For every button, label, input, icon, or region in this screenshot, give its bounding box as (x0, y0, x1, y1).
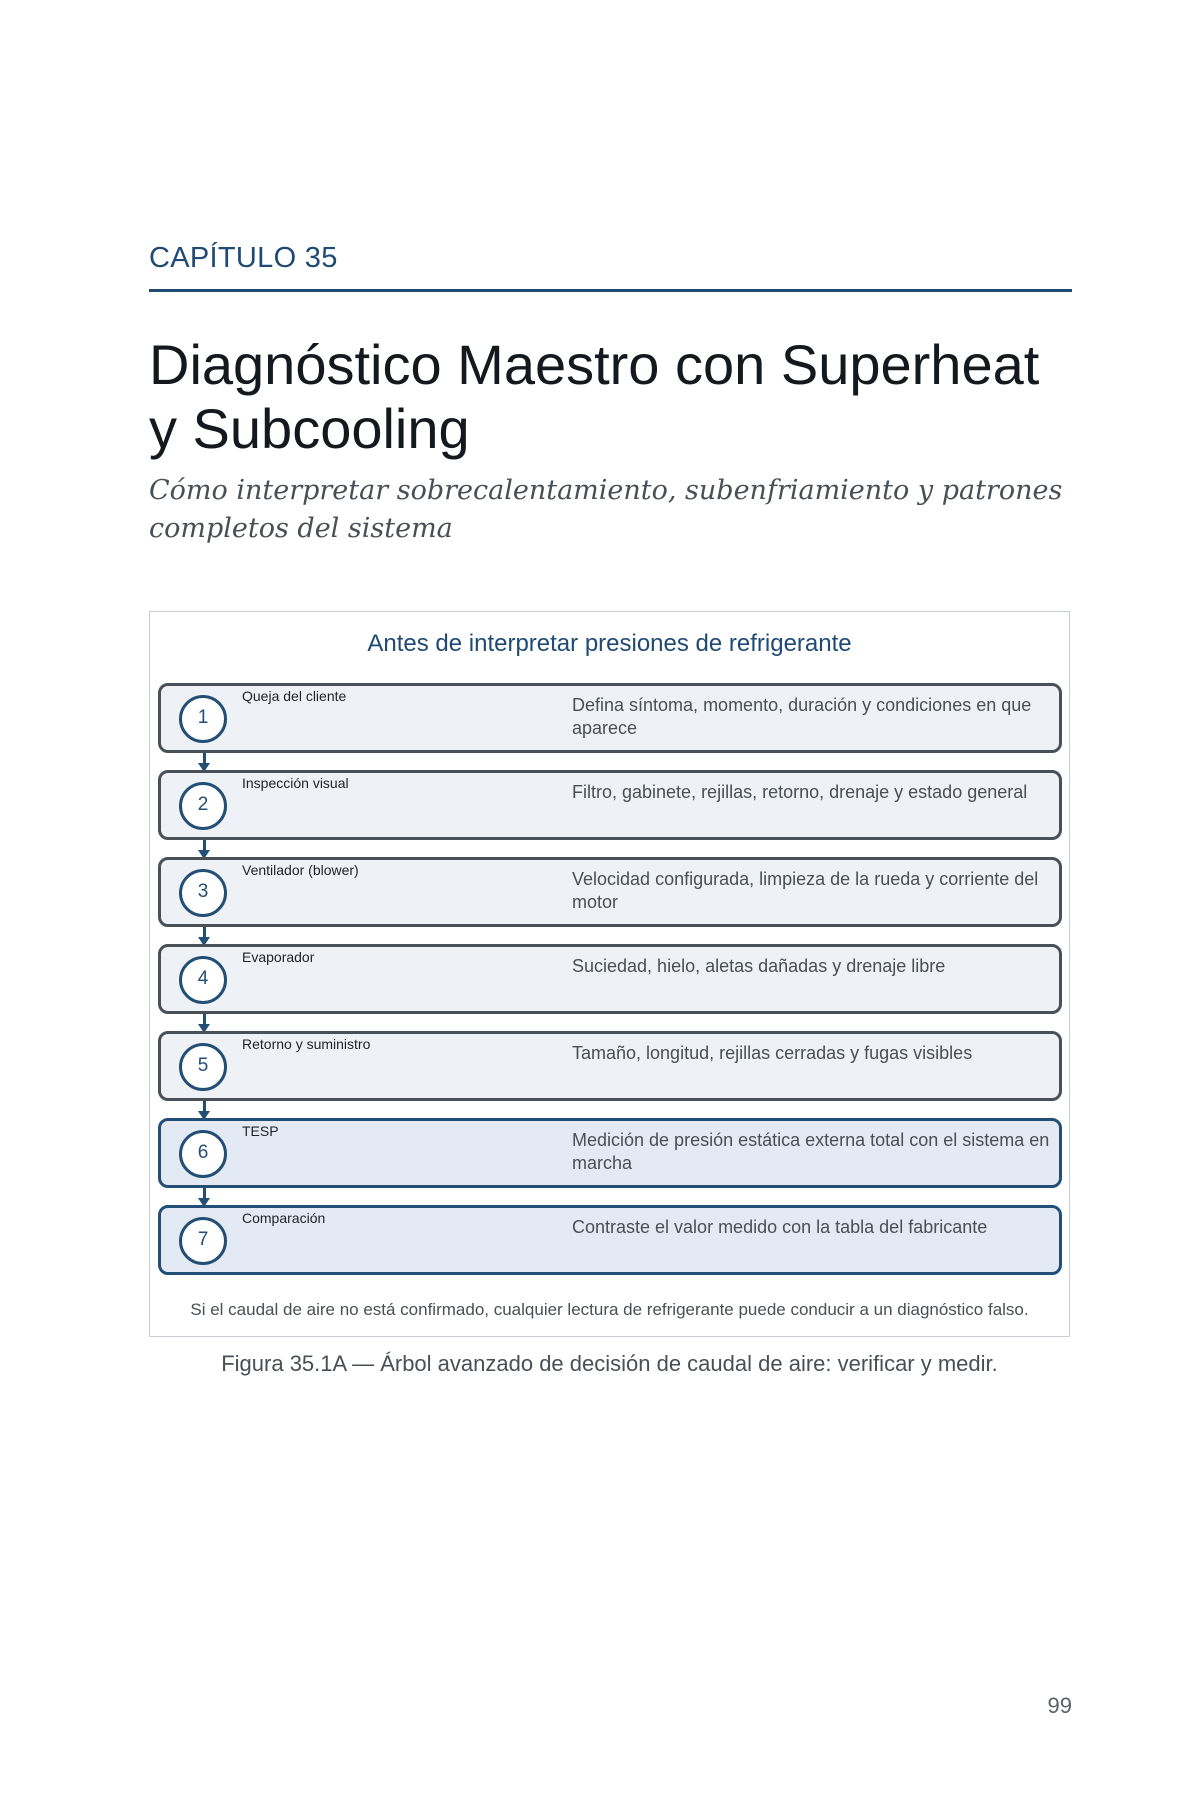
step-number-badge: 4 (179, 956, 227, 1004)
step-description: Filtro, gabinete, rejillas, retorno, drenaje y estado general (572, 782, 1028, 802)
step-description: Velocidad configurada, limpieza de la rueda y corriente del motor (572, 869, 1039, 912)
figure-heading: Antes de interpretar presiones de refrigerante (367, 630, 852, 657)
step-label: Inspección visual (242, 775, 349, 791)
figure-footnote: Si el caudal de aire no está confirmado, cualquier lectura de refrigerante puede conducir a un diagnóstico falso. (190, 1300, 1029, 1319)
step-label: Comparación (242, 1210, 326, 1226)
chapter-subtitle: Cómo interpretar sobrecalentamiento, subenfriamiento y patrones completos del sistema (149, 475, 1063, 544)
flow-step (158, 1031, 1062, 1101)
step-description: Tamaño, longitud, rejillas cerradas y fugas visibles (572, 1043, 973, 1063)
step-label: Queja del cliente (242, 688, 347, 704)
step-label: Evaporador (242, 949, 315, 965)
chapter-divider (149, 289, 1072, 292)
chapter-label: CAPÍTULO 35 (149, 242, 338, 274)
step-number-badge: 6 (179, 1130, 227, 1178)
flow-step (158, 683, 1062, 753)
step-number-badge: 1 (179, 695, 227, 743)
connector-arrow (203, 840, 206, 853)
step-description: Defina síntoma, momento, duración y condiciones en que aparece (572, 695, 1032, 738)
connector-arrow (203, 1188, 206, 1201)
figure-caption: Figura 35.1A — Árbol avanzado de decisión de caudal de aire: verificar y medir. (221, 1351, 998, 1376)
step-description: Medición de presión estática externa total con el sistema en marcha (572, 1130, 1050, 1173)
connector-arrow (203, 753, 206, 766)
page-number: 99 (1047, 1693, 1072, 1718)
connector-arrow (203, 927, 206, 940)
connector-arrow (203, 1014, 206, 1027)
flowchart-steps (150, 612, 1069, 1336)
step-number-badge: 2 (179, 782, 227, 830)
flow-step (158, 944, 1062, 1014)
flow-step (158, 1118, 1062, 1188)
flow-step (158, 857, 1062, 927)
flowchart-figure (149, 611, 1070, 1337)
flow-step (158, 1205, 1062, 1275)
step-number-badge: 3 (179, 869, 227, 917)
step-description: Contraste el valor medido con la tabla del fabricante (572, 1217, 988, 1237)
connector-arrow (203, 1101, 206, 1114)
step-label: TESP (242, 1123, 279, 1139)
step-label: Retorno y suministro (242, 1036, 371, 1052)
flow-step (158, 770, 1062, 840)
step-number-badge: 7 (179, 1217, 227, 1265)
step-number-badge: 5 (179, 1043, 227, 1091)
step-label: Ventilador (blower) (242, 862, 359, 878)
step-description: Suciedad, hielo, aletas dañadas y drenaje libre (572, 956, 946, 976)
chapter-title: Diagnóstico Maestro con Superheat y Subcooling (149, 333, 1040, 460)
